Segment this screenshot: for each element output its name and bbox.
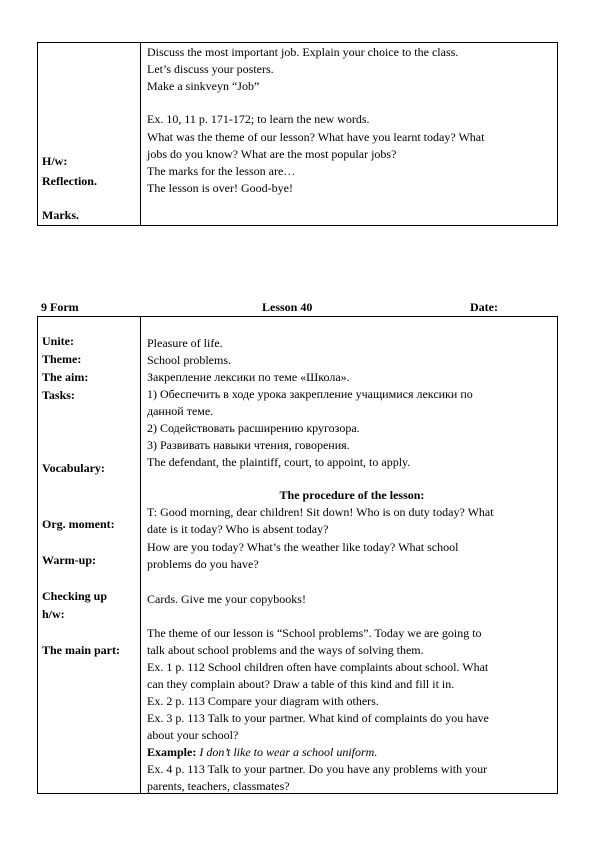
exercise-line: Ex. 2 p. 113 Compare your diagram with others.: [147, 694, 379, 708]
aim-label: The aim:: [42, 370, 89, 384]
activity-line: Let’s discuss your posters.: [147, 62, 274, 76]
checking-up-label: Checking up: [42, 589, 108, 603]
task-line: данной теме.: [147, 404, 214, 418]
task-line: 3) Развивать навыки чтения, говорения.: [147, 438, 350, 452]
org-moment-line: date is it today? Who is absent today?: [147, 522, 329, 536]
reflection-line: What was the theme of our lesson? What have you learnt today? What: [147, 130, 485, 144]
activity-line: Discuss the most important job. Explain your choice to the class.: [147, 45, 459, 59]
date-label: Date:: [470, 300, 498, 314]
unite-label: Unite:: [42, 334, 74, 348]
procedure-heading: The procedure of the lesson:: [279, 488, 425, 502]
warm-up-line: How are you today? What’s the weather like today? What school: [147, 540, 459, 554]
vocabulary-value: The defendant, the plaintiff, court, to appoint, to apply.: [147, 455, 411, 469]
farewell-line: The lesson is over! Good-bye!: [147, 181, 293, 195]
checking-up-line: Cards. Give me your copybooks!: [147, 592, 306, 606]
main-part-label: The main part:: [42, 643, 120, 657]
unite-value: Pleasure of life.: [147, 336, 223, 350]
exercise-line: can they complain about? Draw a table of this kind and fill it in.: [147, 677, 455, 691]
aim-value: Закрепление лексики по теме «Школа».: [147, 370, 350, 384]
org-moment-line: T: Good morning, dear children! Sit down! Who is on duty today? What: [147, 505, 494, 519]
form-label: 9 Form: [41, 300, 79, 314]
hw-label: H/w:: [42, 154, 68, 168]
exercise-line: Ex. 4 p. 113 Talk to your partner. Do you have any problems with your: [147, 762, 488, 776]
warm-up-label: Warm-up:: [42, 553, 96, 567]
task-line: 2) Содействовать расширению кругозора.: [147, 421, 360, 435]
marks-line: The marks for the lesson are…: [147, 164, 296, 178]
example-text: I don’t like to wear a school uniform.: [199, 745, 378, 759]
theme-label: Theme:: [42, 352, 82, 366]
main-part-line: talk about school problems and the ways of solving them.: [147, 643, 424, 657]
reflection-line: jobs do you know? What are the most popular jobs?: [147, 147, 397, 161]
top-lesson-table: [37, 42, 558, 226]
lesson-number: Lesson 40: [262, 300, 313, 314]
example-line: [147, 744, 377, 761]
lesson-plan-table: [37, 316, 558, 794]
checking-up-hw-label: h/w:: [42, 607, 65, 621]
column-divider: [140, 43, 141, 225]
org-moment-label: Org. moment:: [42, 517, 115, 531]
activity-line: Make a sinkveyn “Job”: [147, 79, 260, 93]
exercise-line: Ex. 1 p. 112 School children often have complaints about school. What: [147, 660, 489, 674]
reflection-label: Reflection.: [42, 174, 97, 188]
column-divider: [140, 317, 141, 793]
example-label: Example:: [147, 745, 197, 759]
homework-line: Ex. 10, 11 p. 171-172; to learn the new words.: [147, 112, 370, 126]
vocabulary-label: Vocabulary:: [42, 461, 105, 475]
exercise-line: Ex. 3 p. 113 Talk to your partner. What kind of complaints do you have: [147, 711, 489, 725]
exercise-line: parents, teachers, classmates?: [147, 779, 290, 793]
marks-label: Marks.: [42, 208, 79, 222]
theme-value: School problems.: [147, 353, 231, 367]
exercise-line: about your school?: [147, 728, 239, 742]
tasks-label: Tasks:: [42, 388, 75, 402]
warm-up-line: problems do you have?: [147, 557, 259, 571]
task-line: 1) Обеспечить в ходе урока закрепление учащимися лексики по: [147, 387, 473, 401]
main-part-line: The theme of our lesson is “School problems”. Today we are going to: [147, 626, 482, 640]
